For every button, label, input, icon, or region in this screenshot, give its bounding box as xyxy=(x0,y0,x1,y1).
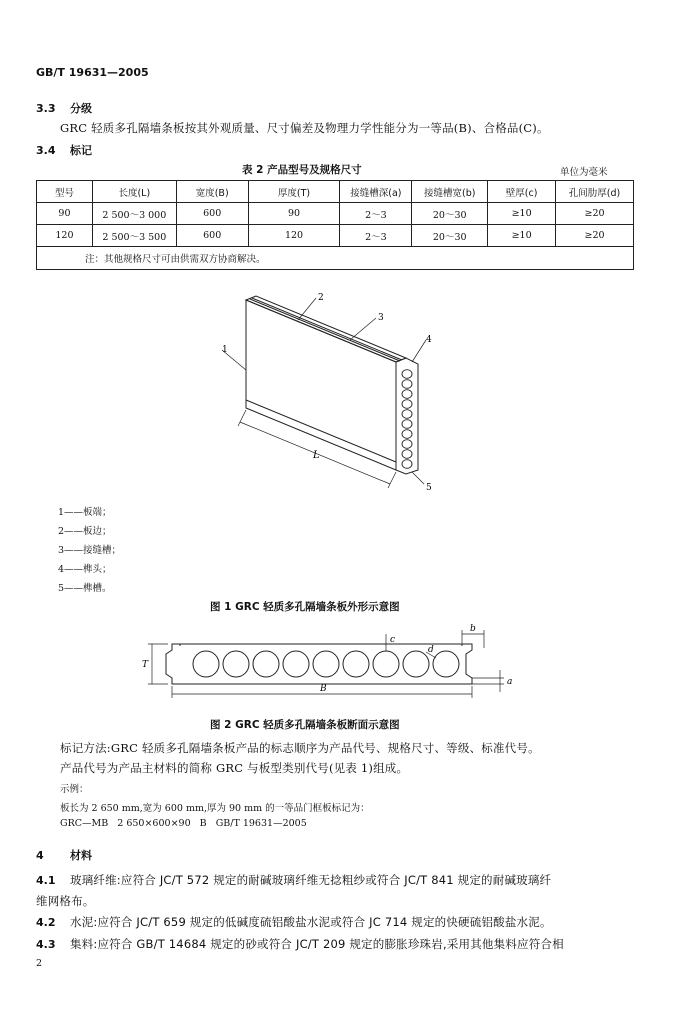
panel-bottom-edge-line xyxy=(246,400,396,462)
joint-groove-line xyxy=(252,298,402,360)
section-number: 4 xyxy=(36,849,44,862)
table-note: 注：其他规格尺寸可由供需双方协商解决。 xyxy=(37,247,634,270)
section-title: 分级 xyxy=(70,102,92,115)
figure-2-dim-B: B xyxy=(320,684,327,694)
figure-2-section-drawing xyxy=(140,622,520,704)
table-caption: 表 2 产品型号及规格尺寸 xyxy=(242,164,362,176)
table-cell: 90 xyxy=(37,203,93,225)
section-number: 3.3 xyxy=(36,102,56,115)
panel-front-face xyxy=(246,300,396,470)
section-number: 4.1 xyxy=(36,874,56,887)
panel-holes xyxy=(402,370,412,469)
section-number: 3.4 xyxy=(36,144,56,157)
spec-table xyxy=(36,180,634,270)
table-header-cell: 接缝槽深(a) xyxy=(340,181,412,203)
table-header-cell: 长度(L) xyxy=(92,181,176,203)
table-cell: 2～3 xyxy=(340,203,412,225)
page-number: 2 xyxy=(36,958,43,969)
table-header-cell: 型号 xyxy=(37,181,93,203)
figure-2-dim-c: c xyxy=(390,635,396,645)
legend-item: 1——板端； xyxy=(58,507,112,518)
figure-1-label-4: 4 xyxy=(426,335,432,345)
joint-groove-line xyxy=(250,299,400,361)
section-title: 材料 xyxy=(70,849,92,862)
figure-1-label-5: 5 xyxy=(426,483,432,493)
example-text: 板长为 2 650 mm,宽为 600 mm,厚为 90 mm 的一等品门框板标记为： xyxy=(60,803,370,814)
section-text: 玻璃纤维:应符合 JC/T 572 规定的耐碱玻璃纤维无捻粗纱或符合 JC/T 841 规定的耐碱玻璃纤 xyxy=(70,873,552,887)
marking-method-text: 标记方法:GRC 轻质多孔隔墙条板产品的标志顺序为产品代号、规格尺寸、等级、标准代号。 xyxy=(60,741,540,755)
table-cell: ≥20 xyxy=(556,225,634,247)
figure-2-dim-T: T xyxy=(142,660,149,670)
section-holes xyxy=(193,651,459,677)
section-3-3-text: GRC 轻质多孔隔墙条板按其外观质量、尺寸偏差及物理力学性能分为一等品(B)、合格品(C)。 xyxy=(60,121,549,135)
figure-2-caption: 图 2 GRC 轻质多孔隔墙条板断面示意图 xyxy=(210,719,400,731)
table-header-cell: 壁厚(c) xyxy=(488,181,556,203)
example-code: GRC—MB 2 650×600×90 B GB/T 19631—2005 xyxy=(60,818,307,829)
table-header-cell: 厚度(T) xyxy=(248,181,340,203)
table-cell: 20～30 xyxy=(412,203,488,225)
table-cell: 2 500～3 000 xyxy=(92,203,176,225)
figure-1-dim-L: L xyxy=(313,450,320,461)
table-cell: 120 xyxy=(248,225,340,247)
table-header-cell: 孔间肋厚(d) xyxy=(556,181,634,203)
figure-1-caption: 图 1 GRC 轻质多孔隔墙条板外形示意图 xyxy=(210,601,400,613)
section-text: 水泥:应符合 JC/T 659 规定的低碱度硫铝酸盐水泥或符合 JC 714 规定的快硬硫铝酸盐水泥。 xyxy=(70,915,552,929)
table-cell: 600 xyxy=(176,225,248,247)
section-outline xyxy=(166,644,472,684)
section-4-3 xyxy=(36,936,564,952)
table-cell: ≥20 xyxy=(556,203,634,225)
figure-2-dim-a: a xyxy=(507,677,513,687)
product-code-text: 产品代号为产品主材料的简称 GRC 与板型类别代号(见表 1)组成。 xyxy=(60,761,409,775)
legend-item: 2——板边； xyxy=(58,526,112,537)
figure-2-dim-b: b xyxy=(470,624,476,634)
table-cell: 20～30 xyxy=(412,225,488,247)
table-row xyxy=(37,203,634,225)
table-note-row xyxy=(37,247,634,270)
legend-item: 3——接缝槽； xyxy=(58,545,122,556)
panel-end-face xyxy=(396,358,418,474)
section-number: 4.3 xyxy=(36,938,56,951)
table-cell: 90 xyxy=(248,203,340,225)
figure-2-dim-d: d xyxy=(428,645,434,655)
standard-number-header: GB/T 19631—2005 xyxy=(36,66,149,79)
section-4-heading xyxy=(36,847,92,863)
table-header-cell: 接缝槽宽(b) xyxy=(412,181,488,203)
section-4-1-cont: 维网格布。 xyxy=(36,894,95,908)
section-number: 4.2 xyxy=(36,916,56,929)
figure-1-label-3: 3 xyxy=(378,313,384,323)
legend-item: 5——榫槽。 xyxy=(58,583,112,594)
table-header-row xyxy=(37,181,634,203)
table-cell: 600 xyxy=(176,203,248,225)
table-cell: 120 xyxy=(37,225,93,247)
section-text: 集料:应符合 GB/T 14684 规定的砂或符合 JC/T 209 规定的膨胀珍珠岩,采用其他集料应符合相 xyxy=(70,937,564,951)
figure-1-panel-drawing xyxy=(200,290,460,500)
example-label: 示例： xyxy=(60,784,89,795)
legend-item: 4——榫头； xyxy=(58,564,112,575)
figure-1-label-1: 1 xyxy=(222,345,228,355)
table-unit: 单位为毫米 xyxy=(560,167,608,178)
table-header-cell: 宽度(B) xyxy=(176,181,248,203)
section-title: 标记 xyxy=(70,144,92,157)
table-cell: ≥10 xyxy=(488,203,556,225)
section-3-3-heading xyxy=(36,100,92,116)
table-cell: ≥10 xyxy=(488,225,556,247)
figure-1-label-2: 2 xyxy=(318,293,324,303)
table-row xyxy=(37,225,634,247)
section-4-2 xyxy=(36,914,552,930)
table-cell: 2 500～3 500 xyxy=(92,225,176,247)
section-3-4-heading xyxy=(36,142,92,158)
figure-1-legend xyxy=(58,503,121,598)
section-4-1 xyxy=(36,872,551,888)
table-cell: 2～3 xyxy=(340,225,412,247)
